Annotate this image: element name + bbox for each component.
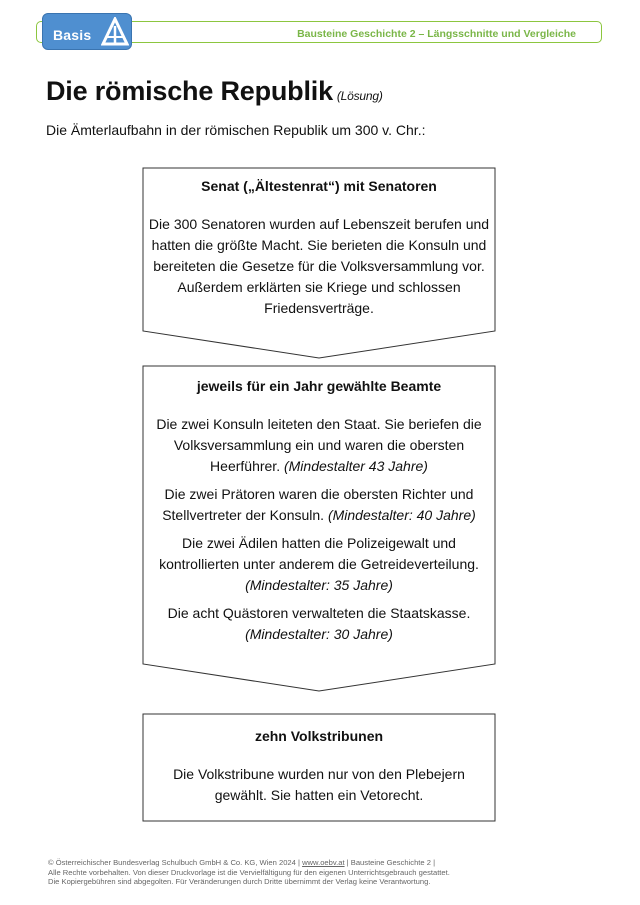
footer-line-2: Alle Rechte vorbehalten. Von dieser Druckvorlage ist die Vervielfältigung für den eigenen Unterrichtsgebrauch gestattet.: [48, 867, 450, 877]
aediles-entry: [146, 533, 492, 596]
consuls-text: Die zwei Konsuln leiteten den Staat. Sie beriefen die Volksversammlung ein und waren die obersten Heerführer.: [156, 416, 482, 474]
tribunes-title: zehn Volkstribunen: [254, 728, 384, 744]
intro-text: Die Ämterlaufbahn in der römischen Republik um 300 v. Chr.:: [46, 122, 426, 138]
logo-text: Basis: [53, 27, 92, 43]
quaestors-age: (Mindestalter: 30 Jahre): [245, 626, 393, 642]
quaestors-entry: [146, 603, 492, 645]
praetors-entry: [146, 484, 492, 526]
officials-title: jeweils für ein Jahr gewählte Beamte: [196, 378, 442, 394]
quaestors-text: Die acht Quästoren verwalteten die Staatskasse.: [167, 605, 471, 621]
footer-series: | Bausteine Geschichte 2 |: [344, 858, 436, 867]
footer-copyright: © Österreichischer Bundesverlag Schulbuch GmbH & Co. KG, Wien 2024 |: [48, 858, 303, 867]
senate-text: Die 300 Senatoren wurden auf Lebenszeit berufen und hatten die größte Macht. Sie berieten die Konsuln und bereiteten die Gesetze für die Volksversammlung vor. Außerdem erklärten sie Kriege und schlossen Friedensverträge.: [148, 216, 490, 316]
tribunes-box-content: [146, 726, 492, 806]
page-title-text: Die römische Republik: [46, 76, 333, 106]
title-note: (Lösung): [336, 89, 383, 103]
aediles-age: (Mindestalter: 35 Jahre): [245, 577, 393, 593]
senate-title: Senat („Ältestenrat“) mit Senatoren: [201, 178, 437, 194]
footer-line-3: Die Kopiergebühren sind abgegolten. Für Veränderungen durch Dritte übernimmt der Verlag keine Verantwortung.: [48, 877, 431, 887]
consuls-entry: [146, 414, 492, 477]
senate-box: [146, 176, 492, 319]
aediles-text: Die zwei Ädilen hatten die Polizeigewalt und kontrollierten unter anderem die Getreideverteilung.: [159, 535, 479, 572]
series-title: Bausteine Geschichte 2 – Längsschnitte und Vergleiche: [297, 28, 576, 40]
praetors-age: (Mindestalter: 40 Jahre): [327, 507, 476, 523]
footer-line-1: [48, 858, 608, 868]
officials-box: [146, 376, 492, 645]
tribunes-text: Die Volkstribune wurden nur von den Plebejern gewählt. Sie hatten ein Vetorecht.: [173, 766, 465, 803]
footer: [48, 858, 608, 887]
consuls-age: (Mindestalter 43 Jahre): [283, 458, 428, 474]
praetors-text: Die zwei Prätoren waren die obersten Richter und Stellvertreter der Konsuln.: [162, 486, 474, 523]
publisher-link[interactable]: www.oebv.at: [302, 858, 345, 867]
